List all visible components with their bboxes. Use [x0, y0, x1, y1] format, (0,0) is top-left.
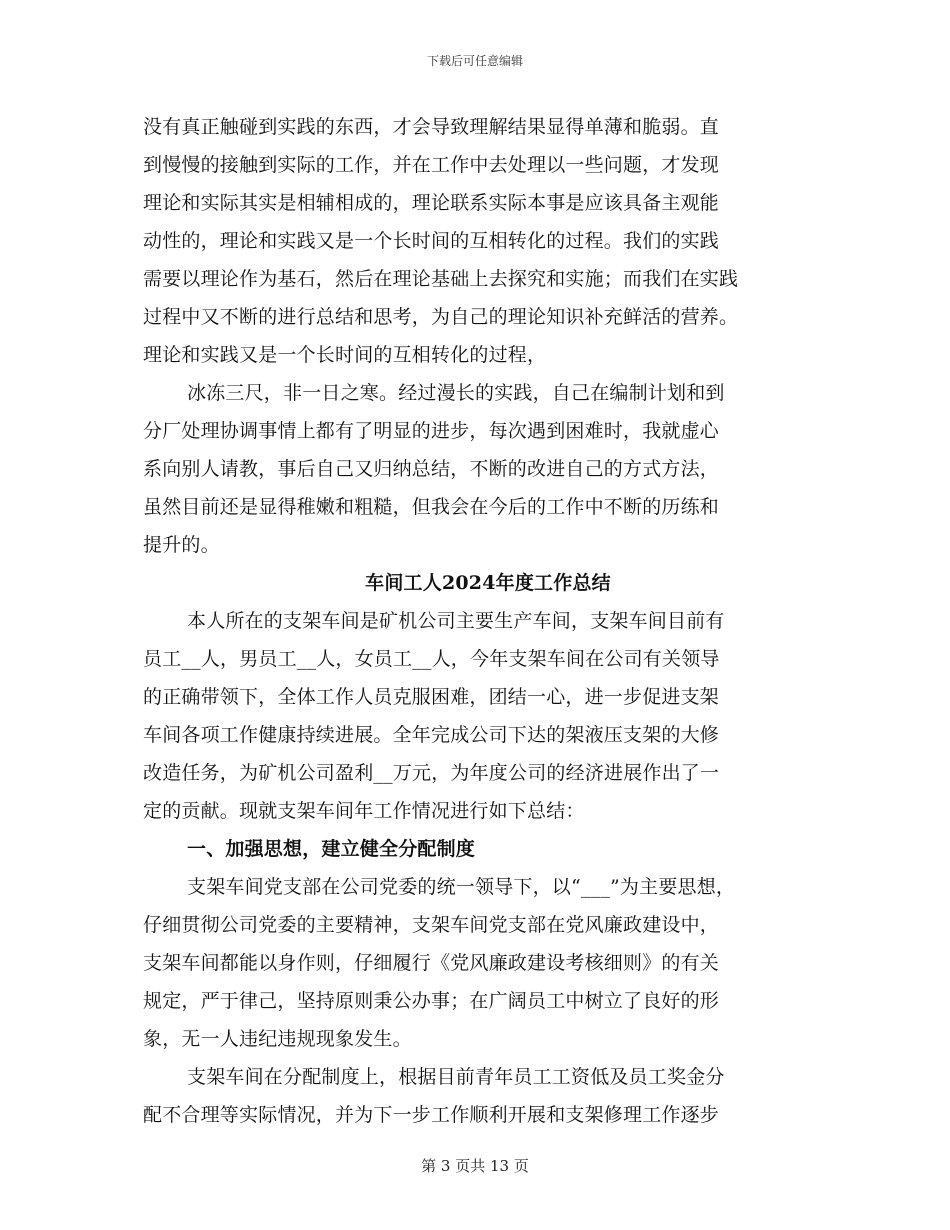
paragraph-line: 动性的，理论和实践又是一个长时间的互相转化的过程。我们的实践 — [143, 230, 720, 252]
paragraph-line: 仔细贯彻公司党委的主要精神，支架车间党支部在党风廉政建设中， — [143, 914, 720, 936]
paragraph-line: 配不合理等实际情况，并为下一步工作顺利开展和支架修理工作逐步 — [143, 1104, 720, 1126]
paragraph-line: 没有真正触碰到实践的东西，才会导致理解结果显得单薄和脆弱。直 — [143, 116, 720, 138]
paragraph-line: 需要以理论作为基石，然后在理论基础上去探究和实施；而我们在实践 — [143, 268, 739, 290]
paragraph-line: 到慢慢的接触到实际的工作，并在工作中去处理以一些问题，才发现 — [143, 154, 720, 176]
paragraph-line: 冰冻三尺，非一日之寒。经过漫长的实践，自己在编制计划和到 — [187, 382, 725, 404]
page-number-footer: 第 3 页共 13 页 — [421, 1157, 529, 1175]
paragraph-line: 过程中又不断的进行总结和思考，为自己的理论知识补充鲜活的营养。 — [143, 306, 739, 328]
paragraph-line: 支架车间党支部在公司党委的统一领导下，以“___”为主要思想， — [187, 876, 736, 898]
paragraph-line: 的正确带领下，全体工作人员克服困难，团结一心，进一步促进支架 — [143, 686, 720, 708]
paragraph-line: 员工__人，男员工__人，女员工__人，今年支架车间在公司有关领导 — [143, 648, 720, 670]
section-title: 车间工人2024年度工作总结 — [365, 572, 611, 594]
paragraph-line: 支架车间都能以身作则，仔细履行《党风廉政建设考核细则》的有关 — [143, 952, 720, 974]
paragraph-line: 提升的。 — [143, 534, 220, 556]
paragraph-line: 改造任务，为矿机公司盈利__万元，为年度公司的经济进展作出了一 — [143, 762, 720, 784]
paragraph-line: 象，无一人违纪违规现象发生。 — [143, 1028, 412, 1050]
page-header: 下载后可任意编辑 — [426, 54, 523, 68]
section-heading: 一、加强思想，建立健全分配制度 — [187, 838, 476, 860]
paragraph-line: 分厂处理协调事情上都有了明显的进步，每次遇到困难时，我就虚心 — [143, 420, 720, 442]
paragraph-line: 本人所在的支架车间是矿机公司主要生产车间，支架车间目前有 — [187, 610, 725, 632]
paragraph-line: 理论和实际其实是相辅相成的，理论联系实际本事是应该具备主观能 — [143, 192, 720, 214]
paragraph-line: 支架车间在分配制度上，根据目前青年员工工资低及员工奖金分 — [187, 1066, 725, 1088]
document-body — [143, 108, 823, 1134]
paragraph-line: 定的贡献。现就支架车间年工作情况进行如下总结： — [143, 800, 585, 822]
paragraph-line: 虽然目前还是显得稚嫩和粗糙，但我会在今后的工作中不断的历练和 — [143, 496, 720, 518]
paragraph-line: 理论和实践又是一个长时间的互相转化的过程， — [143, 344, 547, 366]
paragraph-line: 规定，严于律己，坚持原则秉公办事；在广阔员工中树立了良好的形 — [143, 990, 720, 1012]
paragraph-line: 车间各项工作健康持续进展。全年完成公司下达的架液压支架的大修 — [143, 724, 720, 746]
paragraph-line: 系向别人请教，事后自己又归纳总结，不断的改进自己的方式方法， — [143, 458, 720, 480]
